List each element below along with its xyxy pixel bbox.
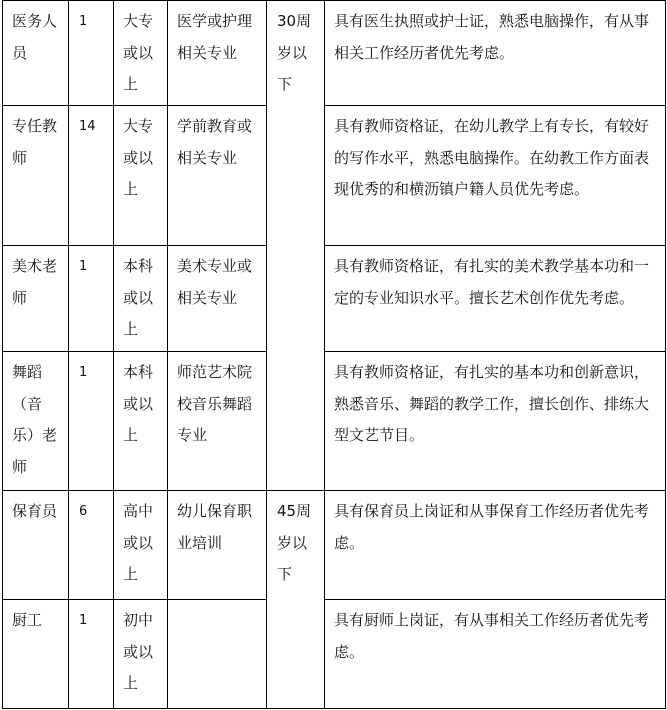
count-cell: 14 xyxy=(69,106,114,246)
requirements-cell: 具有医生执照或护士证，熟悉电脑操作，有从事相关工作经历者优先考虑。 xyxy=(325,1,666,106)
position-cell: 专任教师 xyxy=(3,106,69,246)
requirements-cell: 具有教师资格证，有扎实的美术教学基本功和一定的专业知识水平。擅长艺术创作优先考虑。 xyxy=(325,246,666,352)
table-row xyxy=(3,246,666,352)
count-cell: 1 xyxy=(69,1,114,106)
position-cell: 医务人员 xyxy=(3,1,69,106)
position-cell: 保育员 xyxy=(3,491,69,600)
position-cell: 厨工 xyxy=(3,600,69,709)
requirements-cell: 具有教师资格证，有扎实的基本功和创新意识，熟悉音乐、舞蹈的教学工作，擅长创作、排练大型文艺节目。 xyxy=(325,352,666,491)
count-cell: 1 xyxy=(69,246,114,352)
requirements-cell: 具有保育员上岗证和从事保育工作经历者优先考虑。 xyxy=(325,491,666,600)
major-cell: 美术专业或相关专业 xyxy=(168,246,267,352)
requirements-cell: 具有教师资格证，在幼儿教学上有专长，有较好的写作水平，熟悉电脑操作。在幼教工作方面表现优秀的和横沥镇户籍人员优先考虑。 xyxy=(325,106,666,246)
education-cell: 本科或以上 xyxy=(114,246,168,352)
position-cell: 舞蹈（音乐）老师 xyxy=(3,352,69,491)
age-cell: 30周岁以下 xyxy=(267,1,325,491)
position-cell: 美术老师 xyxy=(3,246,69,352)
education-cell: 高中或以上 xyxy=(114,491,168,600)
requirements-cell: 具有厨师上岗证，有从事相关工作经历者优先考虑。 xyxy=(325,600,666,709)
count-cell: 6 xyxy=(69,491,114,600)
education-cell: 大专或以上 xyxy=(114,1,168,106)
count-cell: 1 xyxy=(69,600,114,709)
major-cell: 医学或护理相关专业 xyxy=(168,1,267,106)
table-row xyxy=(3,352,666,491)
recruitment-table xyxy=(2,0,666,709)
major-cell: 学前教育或相关专业 xyxy=(168,106,267,246)
count-cell: 1 xyxy=(69,352,114,491)
table-row xyxy=(3,491,666,600)
table-row xyxy=(3,106,666,246)
table-row xyxy=(3,1,666,106)
education-cell: 初中或以上 xyxy=(114,600,168,709)
education-cell: 大专或以上 xyxy=(114,106,168,246)
major-cell: 幼儿保育职业培训 xyxy=(168,491,267,600)
major-cell xyxy=(168,600,267,709)
age-cell: 45周岁以下 xyxy=(267,491,325,709)
education-cell: 本科或以上 xyxy=(114,352,168,491)
major-cell: 师范艺术院校音乐舞蹈专业 xyxy=(168,352,267,491)
table-row xyxy=(3,600,666,709)
